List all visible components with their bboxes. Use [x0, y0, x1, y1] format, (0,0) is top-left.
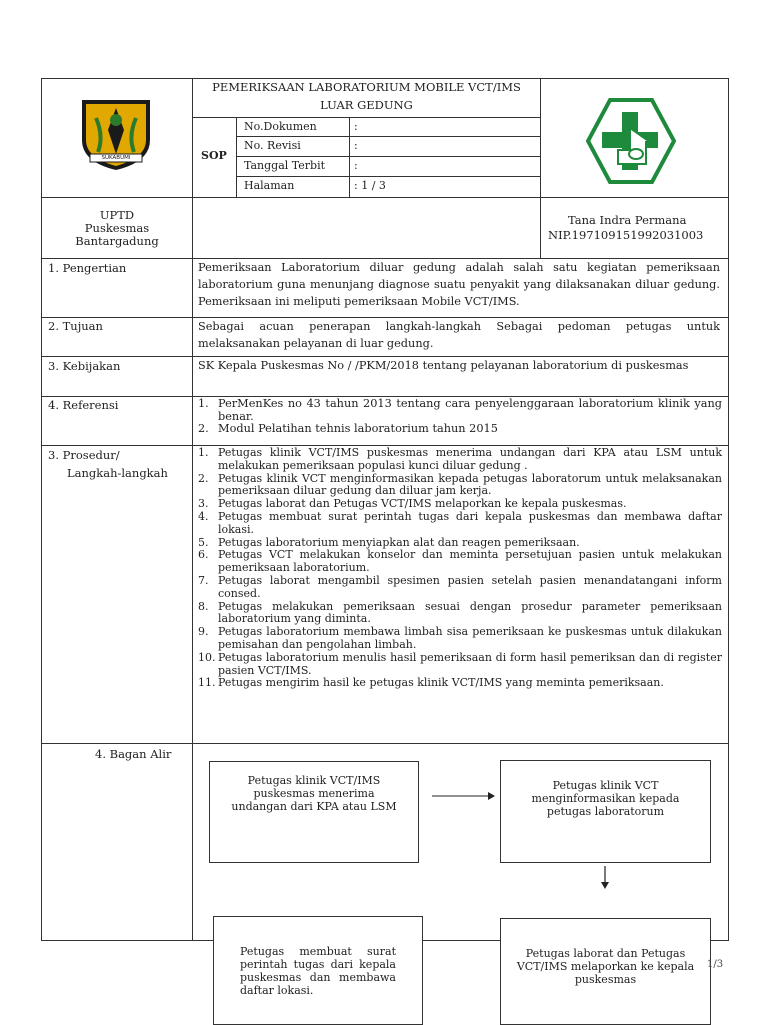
list-item: 9. Petugas laboratorium membawa limbah sisa pemeriksaan ke puskesmas untuk dilakukan pemisahan dan pengolahan limbah. [198, 625, 722, 651]
kebijakan-label: 3. Kebijakan [48, 359, 121, 373]
page-number: 1/3 [707, 959, 724, 970]
flow-box-4: Petugas laborat dan Petugas VCT/IMS melaporkan ke kepala puskesmas [500, 918, 711, 1025]
left-logo [78, 96, 154, 172]
unit-line3: Bantargadung [75, 234, 159, 248]
puskesmas-logo-icon [586, 98, 676, 184]
list-item: 3. Petugas laborat dan Petugas VCT/IMS melaporkan ke kepala puskesmas. [198, 497, 627, 511]
pengertian-label: 1. Pengertian [48, 261, 127, 275]
field-halaman-value: : 1 / 3 [354, 179, 386, 192]
field-tanggal-terbit-label: Tanggal Terbit [244, 159, 326, 172]
field-tanggal-terbit-value: : [354, 159, 358, 172]
prosedur-label-line1: 3. Prosedur/ [48, 448, 120, 462]
sop-label: SOP [201, 149, 227, 162]
field-no-dokumen-value: : [354, 120, 358, 133]
arrow-right-icon [430, 790, 496, 802]
flow-box-1: Petugas klinik VCT/IMS puskesmas menerima undangan dari KPA atau LSM [209, 761, 419, 863]
logo-ribbon-text: SUKABUMI [101, 155, 131, 161]
arrow-down-icon [598, 864, 612, 890]
doc-title-line2: LUAR GEDUNG [320, 98, 413, 112]
list-item: 4. Petugas membuat surat perintah tugas dari kepala puskesmas dan membawa daftar lokasi. [198, 509, 722, 536]
referensi-list [198, 398, 722, 436]
kebijakan-text: SK Kepala Puskesmas No / /PKM/2018 tentang pelayanan laboratorium di puskesmas [198, 359, 689, 372]
list-item: 2. Modul Pelatihan tehnis laboratorium tahun 2015 [198, 422, 498, 435]
list-item: 5. Petugas laboratorium menyiapkan alat dan reagen pemeriksaan. [198, 535, 580, 549]
field-no-dokumen-label: No.Dokumen [244, 120, 317, 133]
flow-box-2: Petugas klinik VCT menginformasikan kepada petugas laboratorum [500, 760, 711, 863]
list-item: 1. PerMenKes no 43 tahun 2013 tentang cara penyelenggaraan laboratorium klinik yang benar. [198, 397, 722, 423]
field-halaman-label: Halaman [244, 179, 295, 192]
flow-box-3: Petugas membuat surat perintah tugas dari kepala puskesmas dan membawa daftar lokasi. [213, 916, 423, 1025]
prosedur-label-line2: Langkah-langkah [67, 466, 168, 480]
list-item: 2. Petugas klinik VCT menginformasikan kepada petugas laboratorum untuk melaksanakan pemeriksaan diluar gedung dan diluar jam kerja. [198, 471, 722, 498]
pengertian-text: Pemeriksaan Laboratorium diluar gedung adalah salah satu kegiatan pemeriksaan laboratorium guna menunjang diagnose suatu penyakit yang dilaksanakan diluar gedung. Pemeriksaan ini meliputi pemeriksaan Mobile VCT/IMS. [198, 261, 720, 308]
bagan-label: 4. Bagan Alir [95, 747, 172, 761]
referensi-label: 4. Referensi [48, 398, 119, 412]
unit-line2: Puskesmas [84, 221, 150, 235]
list-item: 1. Petugas klinik VCT/IMS puskesmas menerima undangan dari KPA atau LSM untuk melakukan pemeriksaan populasi kunci diluar gedung . [198, 446, 722, 472]
list-item: 10. Petugas laboratorium menulis hasil pemeriksaan di form hasil pemeriksan dan di register pasien VCT/IMS. [198, 650, 722, 677]
signer-name: Tana Indra Permana [568, 213, 687, 227]
right-logo [586, 98, 676, 184]
prosedur-list [198, 447, 722, 690]
tujuan-text: Sebagai acuan penerapan langkah-langkah Sebagai pedoman petugas untuk melaksanakan pelayanan di luar gedung. [198, 320, 720, 350]
field-no-revisi-label: No. Revisi [244, 139, 301, 152]
list-item: 7. Petugas laborat mengambil spesimen pasien setelah pasien menandatangani inform consed. [198, 573, 722, 600]
tujuan-label: 2. Tujuan [48, 319, 103, 333]
list-item: 6. Petugas VCT melakukan konselor dan meminta persetujuan pasien untuk melakukan pemeriksaan laboratorium. [198, 548, 722, 575]
field-no-revisi-value: : [354, 139, 358, 152]
list-item: 11. Petugas mengirim hasil ke petugas klinik VCT/IMS yang meminta pemeriksaan. [198, 676, 664, 690]
signer-nip: NIP.197109151992031003 [548, 228, 704, 242]
doc-title-line1: PEMERIKSAAN LABORATORIUM MOBILE VCT/IMS [212, 80, 521, 94]
unit-line1: UPTD [99, 208, 135, 222]
list-item: 8. Petugas melakukan pemeriksaan sesuai dengan prosedur parameter pemeriksaan laboratorium yang diminta. [198, 599, 722, 626]
